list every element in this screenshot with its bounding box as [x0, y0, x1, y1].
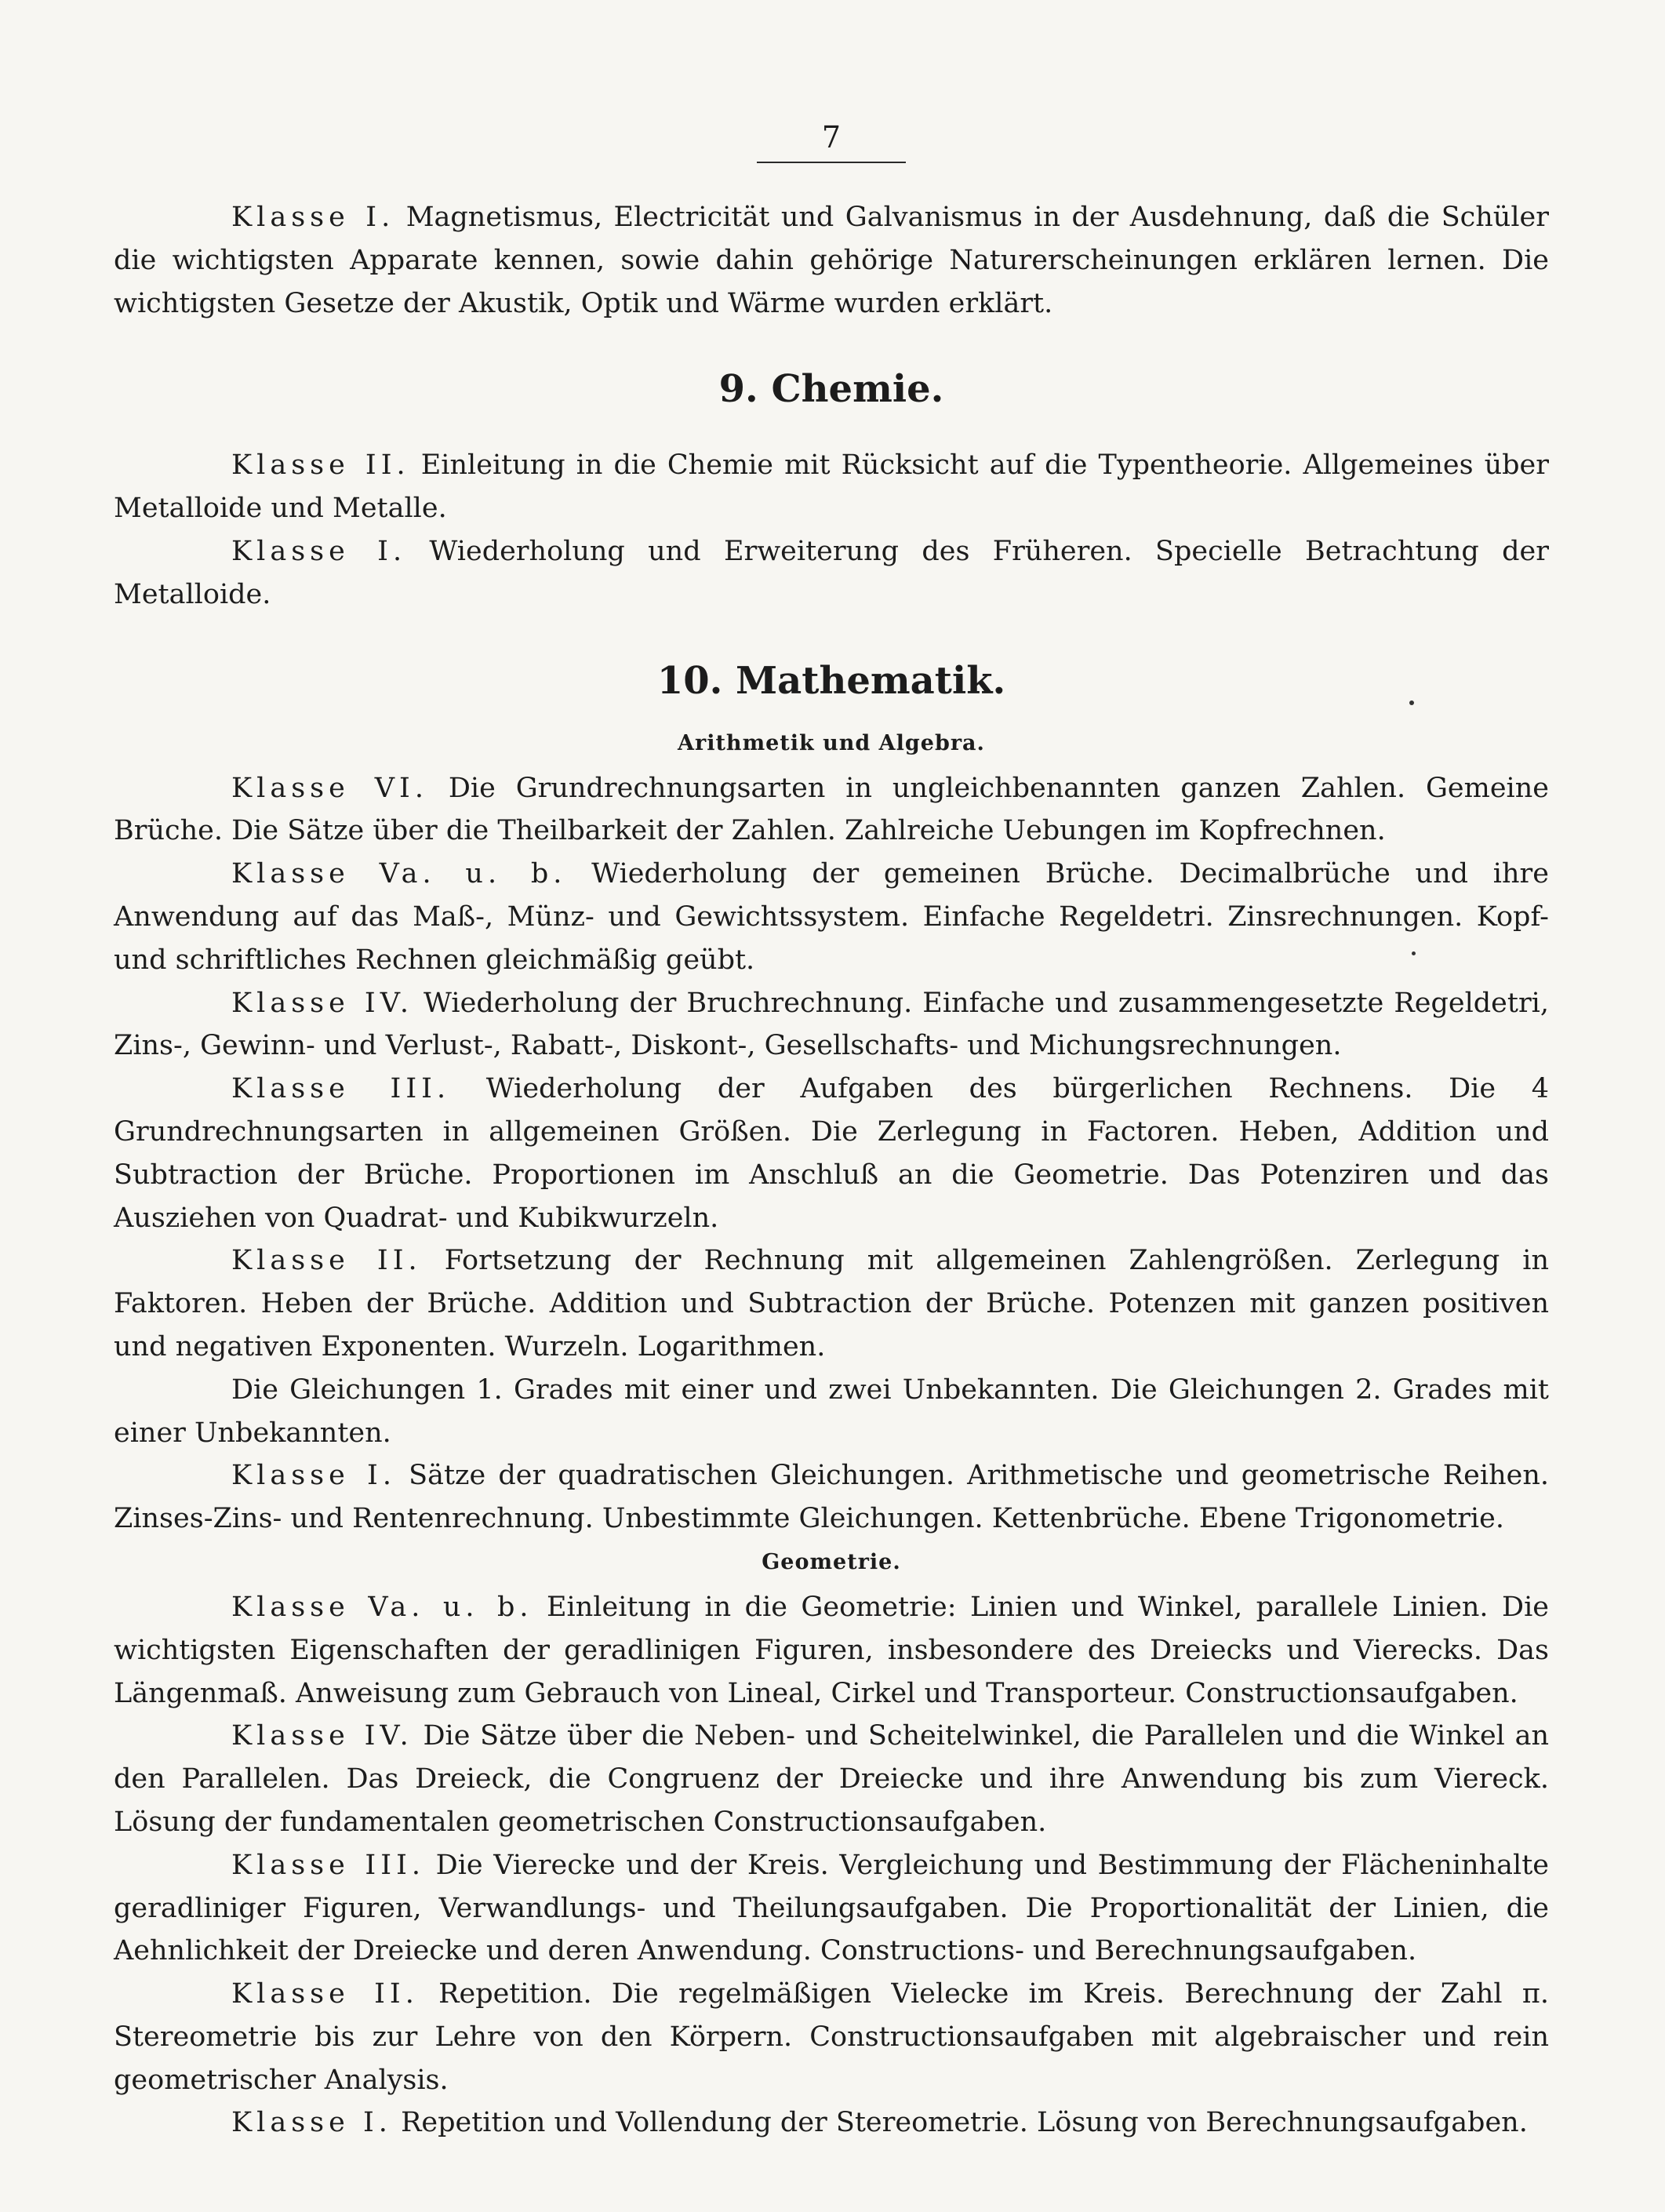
klasse-label: Klasse III.: [231, 1849, 426, 1881]
page-body: [114, 196, 1549, 2145]
chemie-klasse-ii-paragraph: [114, 444, 1549, 530]
page-header: [753, 118, 910, 163]
paragraph-text: Einleitung in die Chemie mit Rücksicht auf die Typentheorie. Allgemeines über Metalloide und Metalle.: [114, 449, 1549, 525]
paragraph-text: Wiederholung der gemeinen Brüche. Decimalbrüche und ihre Anwendung auf das Maß-, Münz- und Gewichtssystem. Einfache Regeldetri. Zinsrechnungen. Kopf- und schriftliches Rechnen gleichmäßig geübt.: [114, 858, 1549, 976]
klasse-label: Klasse IV.: [231, 987, 413, 1019]
print-speck: [1409, 700, 1414, 705]
arith-klasse-i-paragraph: [114, 1454, 1549, 1541]
paragraph-text: Repetition und Vollendung der Stereometrie. Lösung von Berechnungsaufgaben.: [401, 2107, 1528, 2139]
arith-klasse-ii-paragraph: [114, 1239, 1549, 1368]
page-number: 7: [821, 120, 842, 155]
geo-klasse-iv-paragraph: [114, 1715, 1549, 1843]
physics-klasse-i-paragraph: [114, 196, 1549, 325]
paragraph-text: Wiederholung und Erweiterung des Früheren. Specielle Betrachtung der Metalloide.: [114, 535, 1549, 610]
klasse-label: Klasse VI.: [231, 772, 428, 804]
geo-klasse-ii-paragraph: [114, 1973, 1549, 2101]
geo-klasse-iii-paragraph: [114, 1844, 1549, 1973]
arith-klasse-iv-paragraph: [114, 982, 1549, 1068]
arith-gleichungen-paragraph: [114, 1369, 1549, 1455]
paragraph-text: Die Vierecke und der Kreis. Vergleichung und Bestimmung der Flächeninhalte geradliniger Figuren, Verwandlungs- und Theilungsaufgaben. Die Proportionalität der Linien, die Aehnlichkeit der Dreiecke und deren Anwendung. Constructions- und Berechnungsaufgaben.: [114, 1849, 1549, 1967]
klasse-label: Klasse II.: [231, 1978, 419, 2010]
klasse-label: Klasse IV.: [231, 1720, 413, 1752]
paragraph-text: Fortsetzung der Rechnung mit allgemeinen Zahlengrößen. Zerlegung in Faktoren. Heben der Brüche. Addition und Subtraction der Brüche. Potenzen mit ganzen positiven und negativen Exponenten. Wurzeln. Logarithmen.: [114, 1245, 1549, 1362]
arith-klasse-iii-paragraph: [114, 1068, 1549, 1239]
geo-klasse-i-paragraph: [114, 2101, 1549, 2145]
klasse-label: Klasse Va. u. b.: [231, 1591, 533, 1623]
section-heading-mathematik: 10. Mathematik.: [656, 658, 1006, 703]
klasse-label: Klasse II.: [231, 449, 410, 482]
paragraph-text: Sätze der quadratischen Gleichungen. Arithmetische und geometrische Reihen. Zinses-Zins- und Rentenrechnung. Unbestimmte Gleichungen. Kettenbrüche. Ebene Trigonometrie.: [114, 1460, 1549, 1535]
chemie-klasse-i-paragraph: [114, 530, 1549, 617]
klasse-label: Klasse I.: [231, 1460, 396, 1492]
klasse-label: Klasse I.: [231, 2107, 392, 2139]
paragraph-text: Wiederholung der Bruchrechnung. Einfache und zusammengesetzte Regeldetri, Zins-, Gewinn- und Verlust-, Rabatt-, Diskont-, Gesellschafts- und Michungsrechnungen.: [114, 987, 1549, 1062]
klasse-label: Klasse Va. u. b.: [231, 858, 567, 890]
print-speck: [1412, 951, 1416, 955]
section-heading-chemie: 9. Chemie.: [718, 367, 944, 412]
paragraph-text: Die Grundrechnungsarten in ungleichbenannten ganzen Zahlen. Gemeine Brüche. Die Sätze über die Theilbarkeit der Zahlen. Zahlreiche Uebungen im Kopfrechnen.: [114, 772, 1549, 847]
subheading-geometrie: Geometrie.: [762, 1549, 901, 1574]
arith-klasse-vi-paragraph: [114, 767, 1549, 853]
klasse-label: Klasse II.: [231, 1245, 422, 1277]
paragraph-text: Die Gleichungen 1. Grades mit einer und zwei Unbekannten. Die Gleichungen 2. Grades mit einer Unbekannten.: [114, 1373, 1549, 1449]
geo-klasse-va-paragraph: [114, 1586, 1549, 1715]
klasse-label: Klasse I.: [231, 202, 395, 233]
paragraph-text: Die Sätze über die Neben- und Scheitelwinkel, die Parallelen und die Winkel an den Parallelen. Das Dreieck, die Congruenz der Dreiecke und ihre Anwendung bis zum Viereck. Lösung der fundamentalen geometrischen Constructionsaufgaben.: [114, 1720, 1550, 1838]
arith-klasse-va-paragraph: [114, 853, 1549, 981]
subheading-arithmetik: Arithmetik und Algebra.: [678, 730, 985, 755]
klasse-label: Klasse I.: [231, 535, 407, 567]
paragraph-text: Magnetismus, Electricität und Galvanismus in der Ausdehnung, daß die Schüler die wichtigsten Apparate kennen, sowie dahin gehörige Naturerscheinungen erklären lernen. Die wichtigsten Gesetze der Akustik, Optik und Wärme wurden erklärt.: [114, 202, 1549, 319]
klasse-label: Klasse III.: [231, 1073, 451, 1105]
paragraph-text: Einleitung in die Geometrie: Linien und Winkel, parallele Linien. Die wichtigsten Eigenschaften der geradlinigen Figuren, insbesondere des Dreiecks und Vierecks. Das Längenmaß. Anweisung zum Gebrauch von Lineal, Cirkel und Transporteur. Constructionsaufgaben.: [114, 1591, 1549, 1709]
paragraph-text: Wiederholung der Aufgaben des bürgerlichen Rechnens. Die 4 Grundrechnungsarten in allgemeinen Größen. Die Zerlegung in Factoren. Heben, Addition und Subtraction der Brüche. Proportionen im Anschluß an die Geometrie. Das Potenziren und das Ausziehen von Quadrat- und Kubikwurzeln.: [114, 1073, 1549, 1234]
paragraph-text: Repetition. Die regelmäßigen Vielecke im Kreis. Berechnung der Zahl π. Stereometrie bis zur Lehre von den Körpern. Constructionsaufgaben mit algebraischer und rein geometrischer Analysis.: [114, 1978, 1549, 2096]
page-number-rule: [757, 162, 906, 163]
